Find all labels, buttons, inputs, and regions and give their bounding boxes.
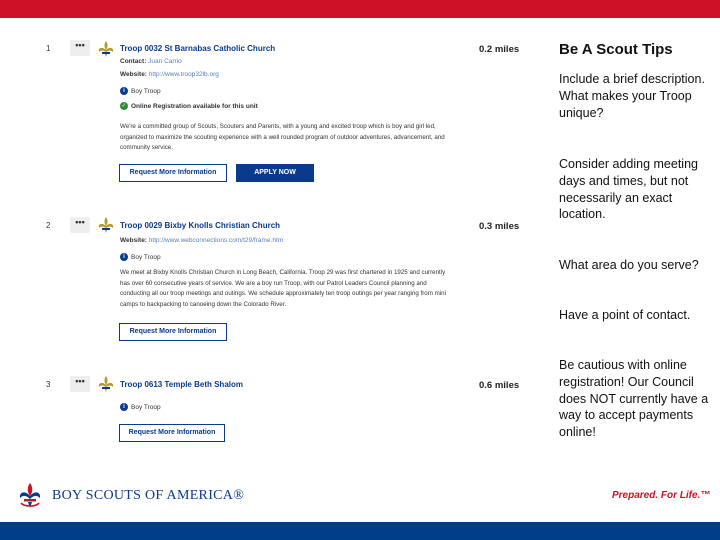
unit-type-label: Boy Troop <box>131 253 161 261</box>
online-registration-label: Online Registration available for this unit <box>131 102 258 110</box>
tip-item: What area do you serve? <box>559 258 699 272</box>
unit-type-badge <box>120 403 161 411</box>
tip-item: Have a point of contact. <box>559 308 691 322</box>
info-icon: i <box>120 403 128 411</box>
contact-value: Juan Carrio <box>148 58 182 65</box>
more-options-button[interactable]: ••• <box>70 217 90 233</box>
top-red-bar <box>0 0 720 18</box>
result-number: 3 <box>46 380 51 389</box>
request-more-info-button[interactable]: Request More Information <box>119 164 227 182</box>
result-title-link[interactable]: Troop 0613 Temple Beth Shalom <box>120 380 243 389</box>
result-title-link[interactable]: Troop 0029 Bixby Knolls Christian Church <box>120 221 281 230</box>
website-key: Website: <box>120 237 147 244</box>
fleur-de-lis-icon <box>96 216 116 234</box>
contact-line <box>120 58 182 65</box>
request-more-info-button[interactable]: Request More Information <box>119 424 225 442</box>
fleur-de-lis-icon <box>96 40 116 58</box>
result-description: We're a committed group of Scouts, Scouters and Parents, with a young and excited troop which is boy and girl led, organized to maximize the scouting experience with a well rounded program of outdoor adventures, advancement, and community service. <box>120 123 445 151</box>
contact-key: Contact: <box>120 58 147 65</box>
result-distance: 0.3 miles <box>479 221 520 232</box>
info-icon: i <box>120 253 128 261</box>
bsa-wordmark: BOY SCOUTS OF AMERICA® <box>52 488 245 503</box>
unit-type-label: Boy Troop <box>131 87 161 95</box>
check-circle-icon: ✓ <box>121 103 127 109</box>
more-options-button[interactable]: ••• <box>70 376 90 392</box>
result-distance: 0.2 miles <box>479 44 520 55</box>
result-distance: 0.6 miles <box>479 380 520 391</box>
result-number: 2 <box>46 221 51 230</box>
tip-item: Be cautious with online registration! Our Council does NOT currently have a way to accept payments online! <box>559 358 709 440</box>
request-more-info-button[interactable]: Request More Information <box>119 323 227 341</box>
bsa-emblem-logo <box>16 481 44 511</box>
fleur-de-lis-icon <box>96 375 116 393</box>
website-line <box>120 71 219 78</box>
unit-type-badge <box>120 87 161 95</box>
website-link[interactable]: http://www.troop32lb.org <box>148 71 219 78</box>
bottom-blue-bar <box>0 522 720 540</box>
tip-item: Consider adding meeting days and times, but not necessarily an exact location. <box>559 157 698 222</box>
tip-item: Include a brief description. What makes your Troop unique? <box>559 72 705 120</box>
online-registration-badge <box>120 102 258 110</box>
unit-type-label: Boy Troop <box>131 403 161 411</box>
result-description: We meet at Bixby Knolls Christian Church in Long Beach, California. Troop 29 was first chartered in 1925 and currently has over 60 consecutive years of service. We are a boy run Troop, with our Patrol Leaders Council planning and conducting all our troop meetings and outings. We schedule approximately ten troop outings per year ranging from mini camps to backpacking to canoeing down the Colorado River. <box>120 269 446 308</box>
unit-type-badge <box>120 253 161 261</box>
result-number: 1 <box>46 44 51 53</box>
apply-now-button[interactable]: APPLY NOW <box>236 164 314 182</box>
website-key: Website: <box>120 71 147 78</box>
info-icon: i <box>120 87 128 95</box>
website-link[interactable]: http://www.webconnections.com/t29/frame.htm <box>148 237 284 244</box>
tips-title: Be A Scout Tips <box>559 41 673 58</box>
tagline: Prepared. For Life.™ <box>612 490 711 501</box>
website-line <box>120 237 283 244</box>
result-title-link[interactable]: Troop 0032 St Barnabas Catholic Church <box>120 44 276 53</box>
more-options-button[interactable]: ••• <box>70 40 90 56</box>
